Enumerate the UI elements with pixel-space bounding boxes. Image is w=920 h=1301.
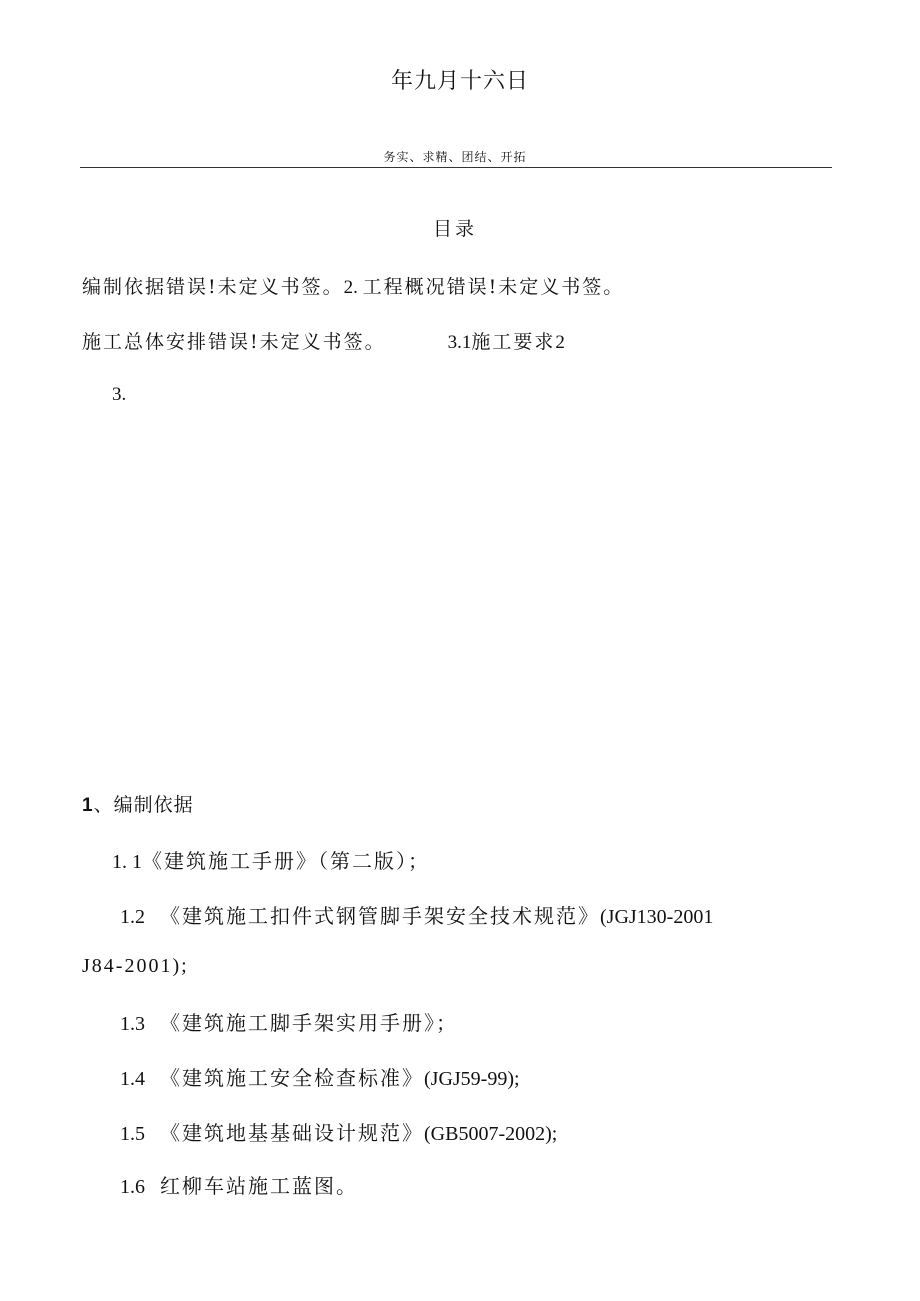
page-header-motto: 务实、求精、团结、开拓 [383,150,527,164]
reference-code: (GB5007-2002); [424,1123,558,1145]
reference-title: 《建筑施工脚手架实用手册》； [160,1011,458,1035]
reference-item [120,1117,557,1146]
reference-title: 红柳车站施工蓝图。 [160,1174,358,1198]
toc-entry-page-number: 2 [555,332,565,353]
reference-number: 1.4 [120,1068,145,1090]
toc-entry-number-2: 2. [343,277,363,298]
reference-title: 《建筑地基基础设计规范》 [160,1121,424,1145]
toc-entry-line-1[interactable] [82,272,624,299]
toc-entry-requirements[interactable]: 施工要求 [471,331,556,353]
reference-number: 1.6 [120,1176,145,1198]
toc-entry-line-3[interactable]: 3. [112,384,127,405]
toc-entry-line-2[interactable] [82,327,565,354]
reference-item [120,900,713,929]
toc-title: 目录 [432,218,477,240]
toc-entry-overview[interactable]: 工程概况错误!未定义书签。 [362,276,625,298]
reference-title: 《建筑施工手册》（第二版）； [142,849,430,873]
section-heading-basis [82,790,194,817]
reference-number: 1. 1 [112,851,142,873]
reference-code: (JGJ59-99); [424,1068,520,1090]
reference-item [112,845,430,874]
reference-title: 《建筑施工安全检查标准》 [160,1066,424,1090]
section-title: 、编制依据 [93,794,194,816]
reference-code-continuation: J84-2001); [82,955,189,977]
header-divider [80,167,832,168]
reference-number: 1.3 [120,1013,145,1035]
toc-entry-arrangement[interactable]: 施工总体安排错误!未定义书签。 [82,331,386,353]
cover-date: 年九月十六日 [390,69,529,94]
reference-title: 《建筑施工扣件式钢管脚手架安全技术规范》 [160,904,600,928]
reference-item [120,1062,520,1091]
toc-entry-basis[interactable]: 编制依据错误!未定义书签。 [82,276,344,298]
reference-code: (JGJ130-2001 [600,906,714,928]
reference-item [120,1170,358,1199]
reference-item [120,1007,458,1036]
toc-entry-number-3-1: 3.1 [447,332,472,353]
reference-number: 1.2 [120,906,145,928]
section-number: 1 [82,795,94,816]
reference-number: 1.5 [120,1123,145,1145]
